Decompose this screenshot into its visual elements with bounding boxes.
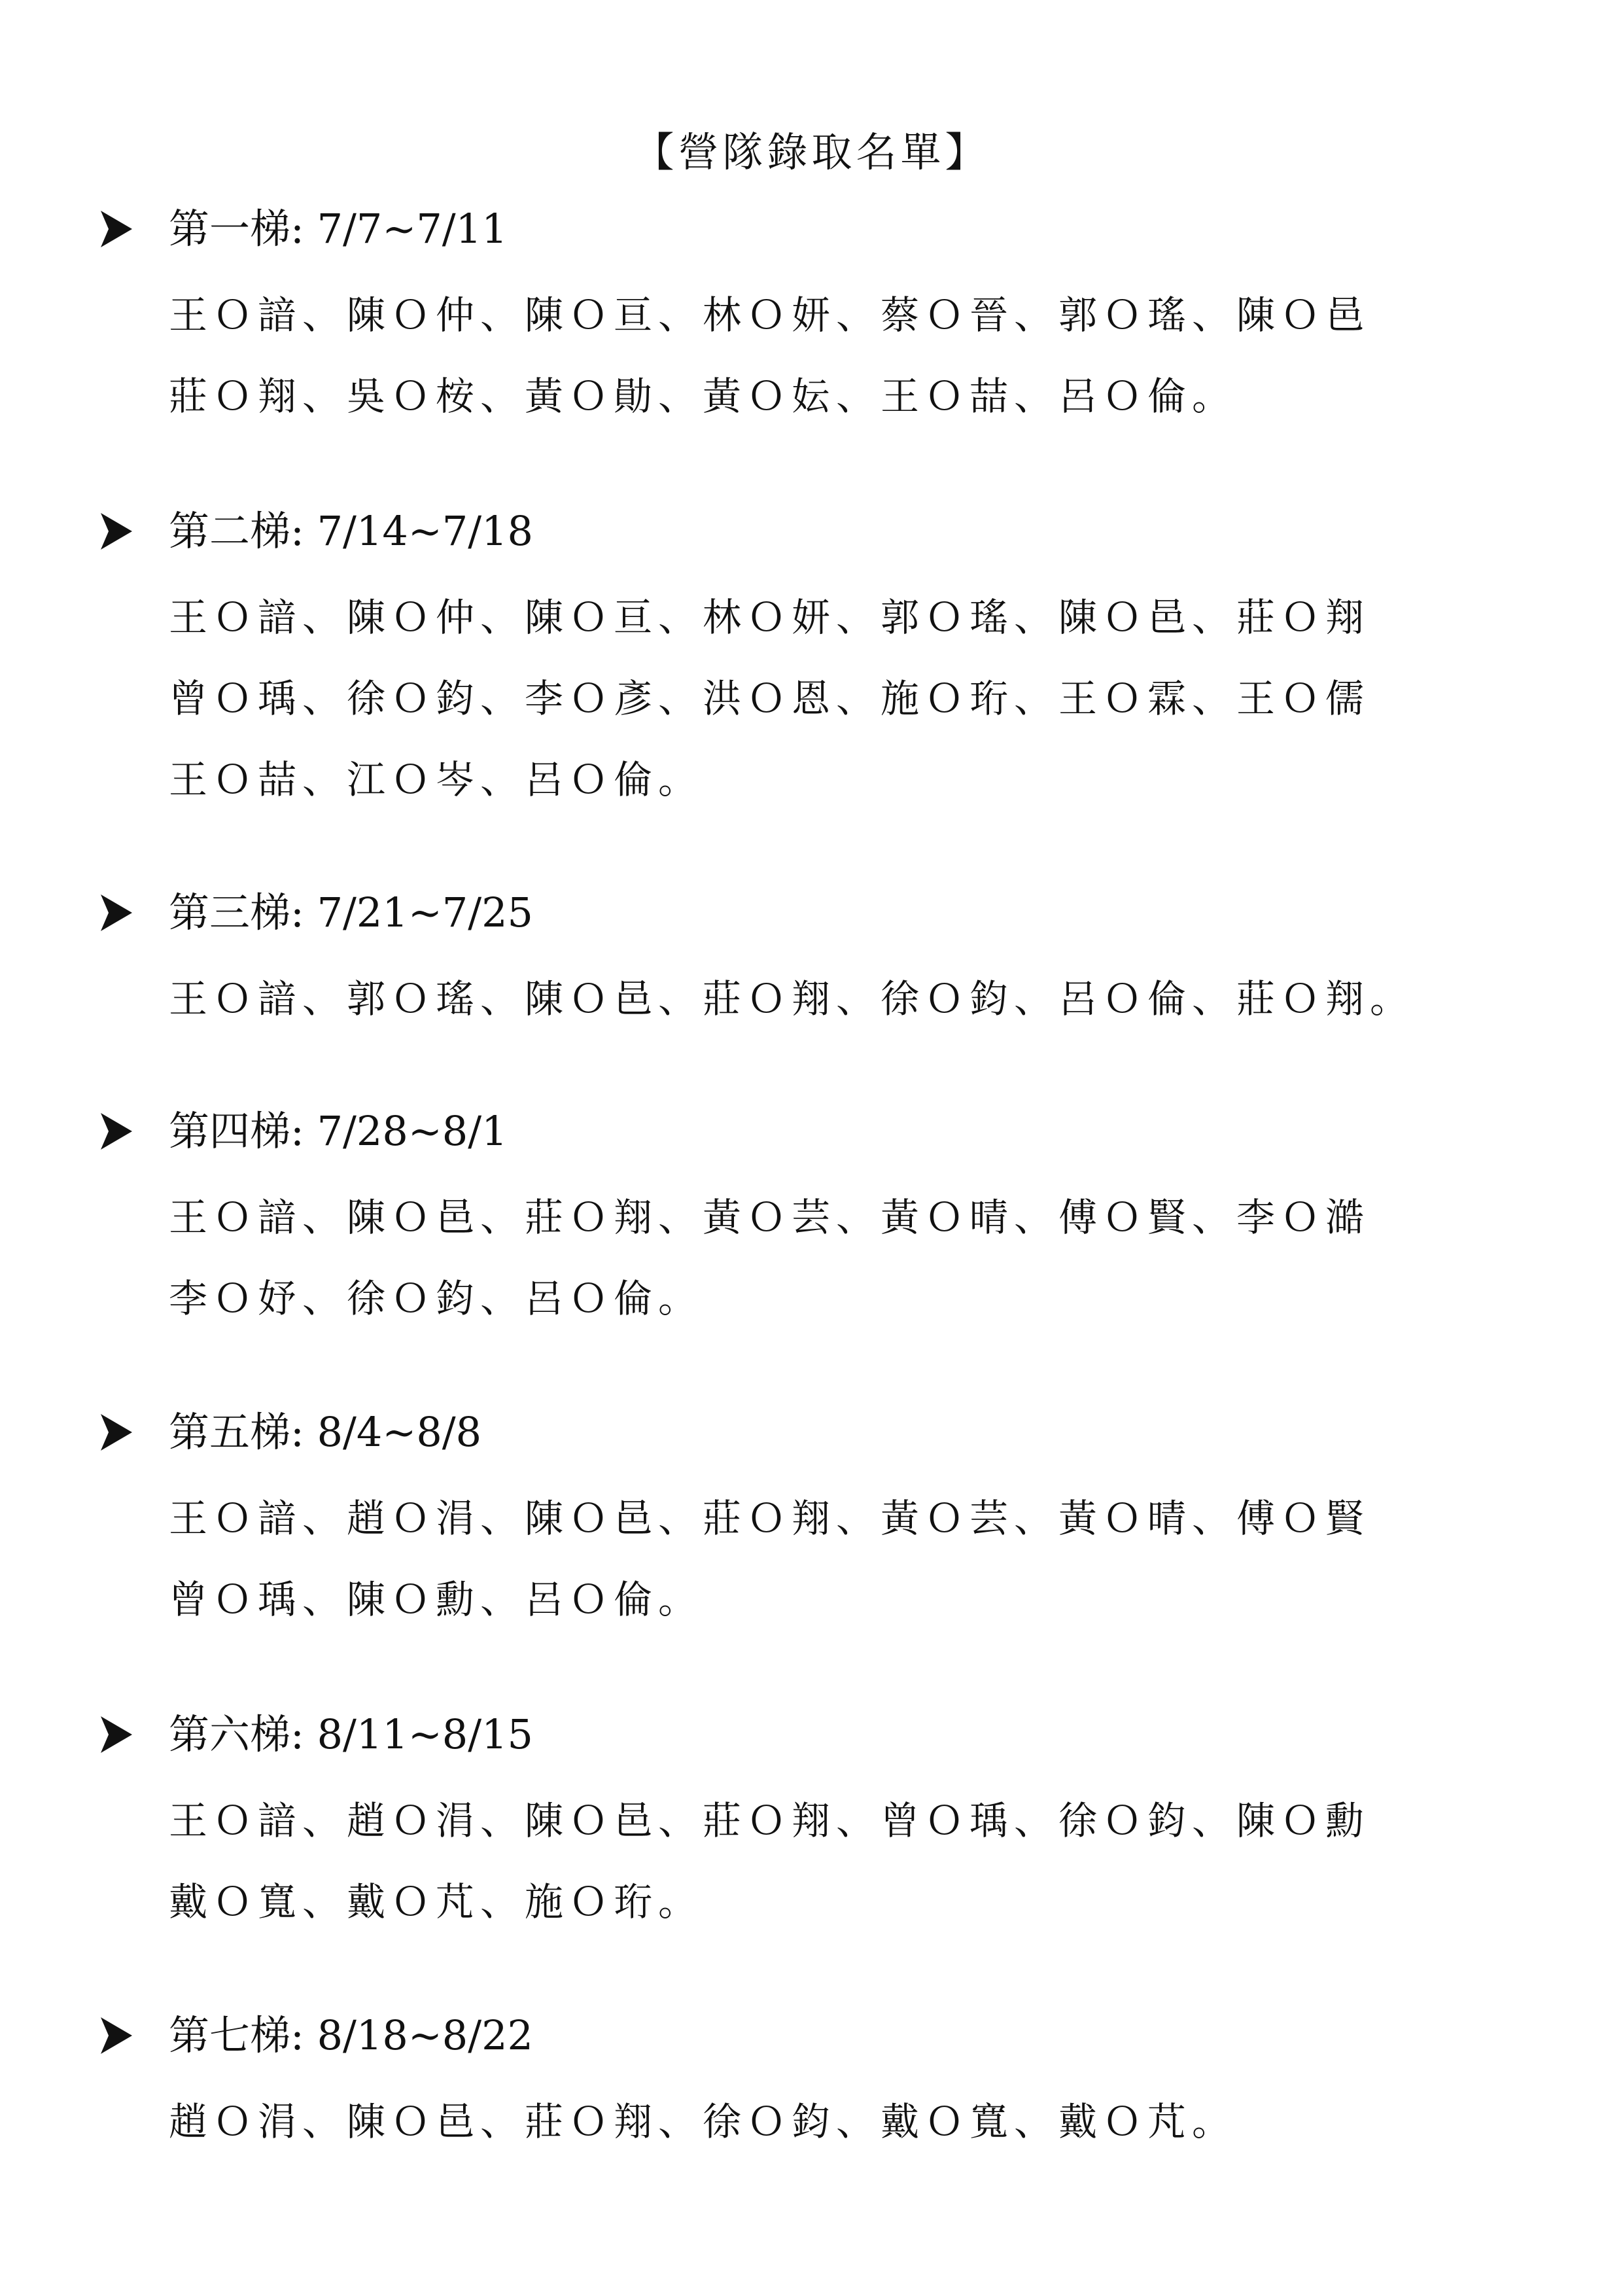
arrowhead-bullet-icon: [99, 2016, 133, 2055]
document-title: 【營隊錄取名單】: [633, 128, 990, 176]
admitted-names-line: 王Ｏ諳、趙Ｏ涓、陳Ｏ邑、莊Ｏ翔、黃Ｏ芸、黃Ｏ晴、傅Ｏ賢: [169, 1496, 1370, 1541]
session-heading-text: 第四梯: 7/28~8/1: [169, 1107, 508, 1155]
session-heading-text: 第二梯: 7/14~7/18: [169, 507, 534, 555]
session-heading: [0, 1996, 1623, 2081]
session-section: [0, 1393, 1623, 1640]
admitted-names-line: 王Ｏ諳、郭Ｏ瑤、陳Ｏ邑、莊Ｏ翔、徐Ｏ鈞、呂Ｏ倫、莊Ｏ翔。: [169, 976, 1415, 1021]
session-section: [0, 874, 1623, 1040]
admitted-names-line: 曾Ｏ瑀、徐Ｏ鈞、李Ｏ彥、洪Ｏ恩、施Ｏ珩、王Ｏ霖、王Ｏ儒: [169, 676, 1370, 721]
admitted-names-line: 戴Ｏ寬、戴Ｏ芃、施Ｏ珩。: [169, 1879, 703, 1924]
session-heading-text: 第五梯: 8/4~8/8: [169, 1408, 482, 1456]
admitted-names-line: 曾Ｏ瑀、陳Ｏ勳、呂Ｏ倫。: [169, 1577, 703, 1622]
session-heading: [0, 874, 1623, 959]
admitted-names-line: 趙Ｏ涓、陳Ｏ邑、莊Ｏ翔、徐Ｏ鈞、戴Ｏ寬、戴Ｏ芃。: [169, 2099, 1237, 2144]
arrowhead-bullet-icon: [99, 1715, 133, 1754]
session-heading: [0, 492, 1623, 577]
session-heading: [0, 1393, 1623, 1478]
session-section: [0, 1996, 1623, 2163]
arrowhead-bullet-icon: [99, 893, 133, 932]
admitted-names-line: 王Ｏ喆、江Ｏ岑、呂Ｏ倫。: [169, 757, 703, 802]
session-heading-text: 第七梯: 8/18~8/22: [169, 2011, 534, 2059]
session-heading-text: 第三梯: 7/21~7/25: [169, 889, 534, 936]
session-heading-text: 第一梯: 7/7~7/11: [169, 205, 508, 253]
session-section: [0, 492, 1623, 821]
admitted-names-line: 王Ｏ諳、陳Ｏ仲、陳Ｏ亘、林Ｏ妍、郭Ｏ瑤、陳Ｏ邑、莊Ｏ翔: [169, 595, 1370, 640]
admitted-names-line: 王Ｏ諳、陳Ｏ仲、陳Ｏ亘、林Ｏ妍、蔡Ｏ晉、郭Ｏ瑤、陳Ｏ邑: [169, 292, 1370, 338]
arrowhead-bullet-icon: [99, 1413, 133, 1452]
session-heading: [0, 1092, 1623, 1177]
admitted-names-line: 莊Ｏ翔、吳Ｏ桉、黃Ｏ勛、黃Ｏ妘、王Ｏ喆、呂Ｏ倫。: [169, 374, 1237, 419]
session-heading-text: 第六梯: 8/11~8/15: [169, 1710, 534, 1758]
admitted-names-line: 王Ｏ諳、陳Ｏ邑、莊Ｏ翔、黃Ｏ芸、黃Ｏ晴、傅Ｏ賢、李Ｏ澔: [169, 1195, 1370, 1240]
arrowhead-bullet-icon: [99, 209, 133, 249]
admitted-names-line: 王Ｏ諳、趙Ｏ涓、陳Ｏ邑、莊Ｏ翔、曾Ｏ瑀、徐Ｏ鈞、陳Ｏ勳: [169, 1798, 1370, 1843]
arrowhead-bullet-icon: [99, 512, 133, 551]
session-heading: [0, 190, 1623, 275]
session-section: [0, 1092, 1623, 1339]
arrowhead-bullet-icon: [99, 1112, 133, 1151]
session-heading: [0, 1695, 1623, 1780]
session-section: [0, 190, 1623, 437]
admitted-names-line: 李Ｏ妤、徐Ｏ鈞、呂Ｏ倫。: [169, 1276, 703, 1321]
session-section: [0, 1695, 1623, 1943]
